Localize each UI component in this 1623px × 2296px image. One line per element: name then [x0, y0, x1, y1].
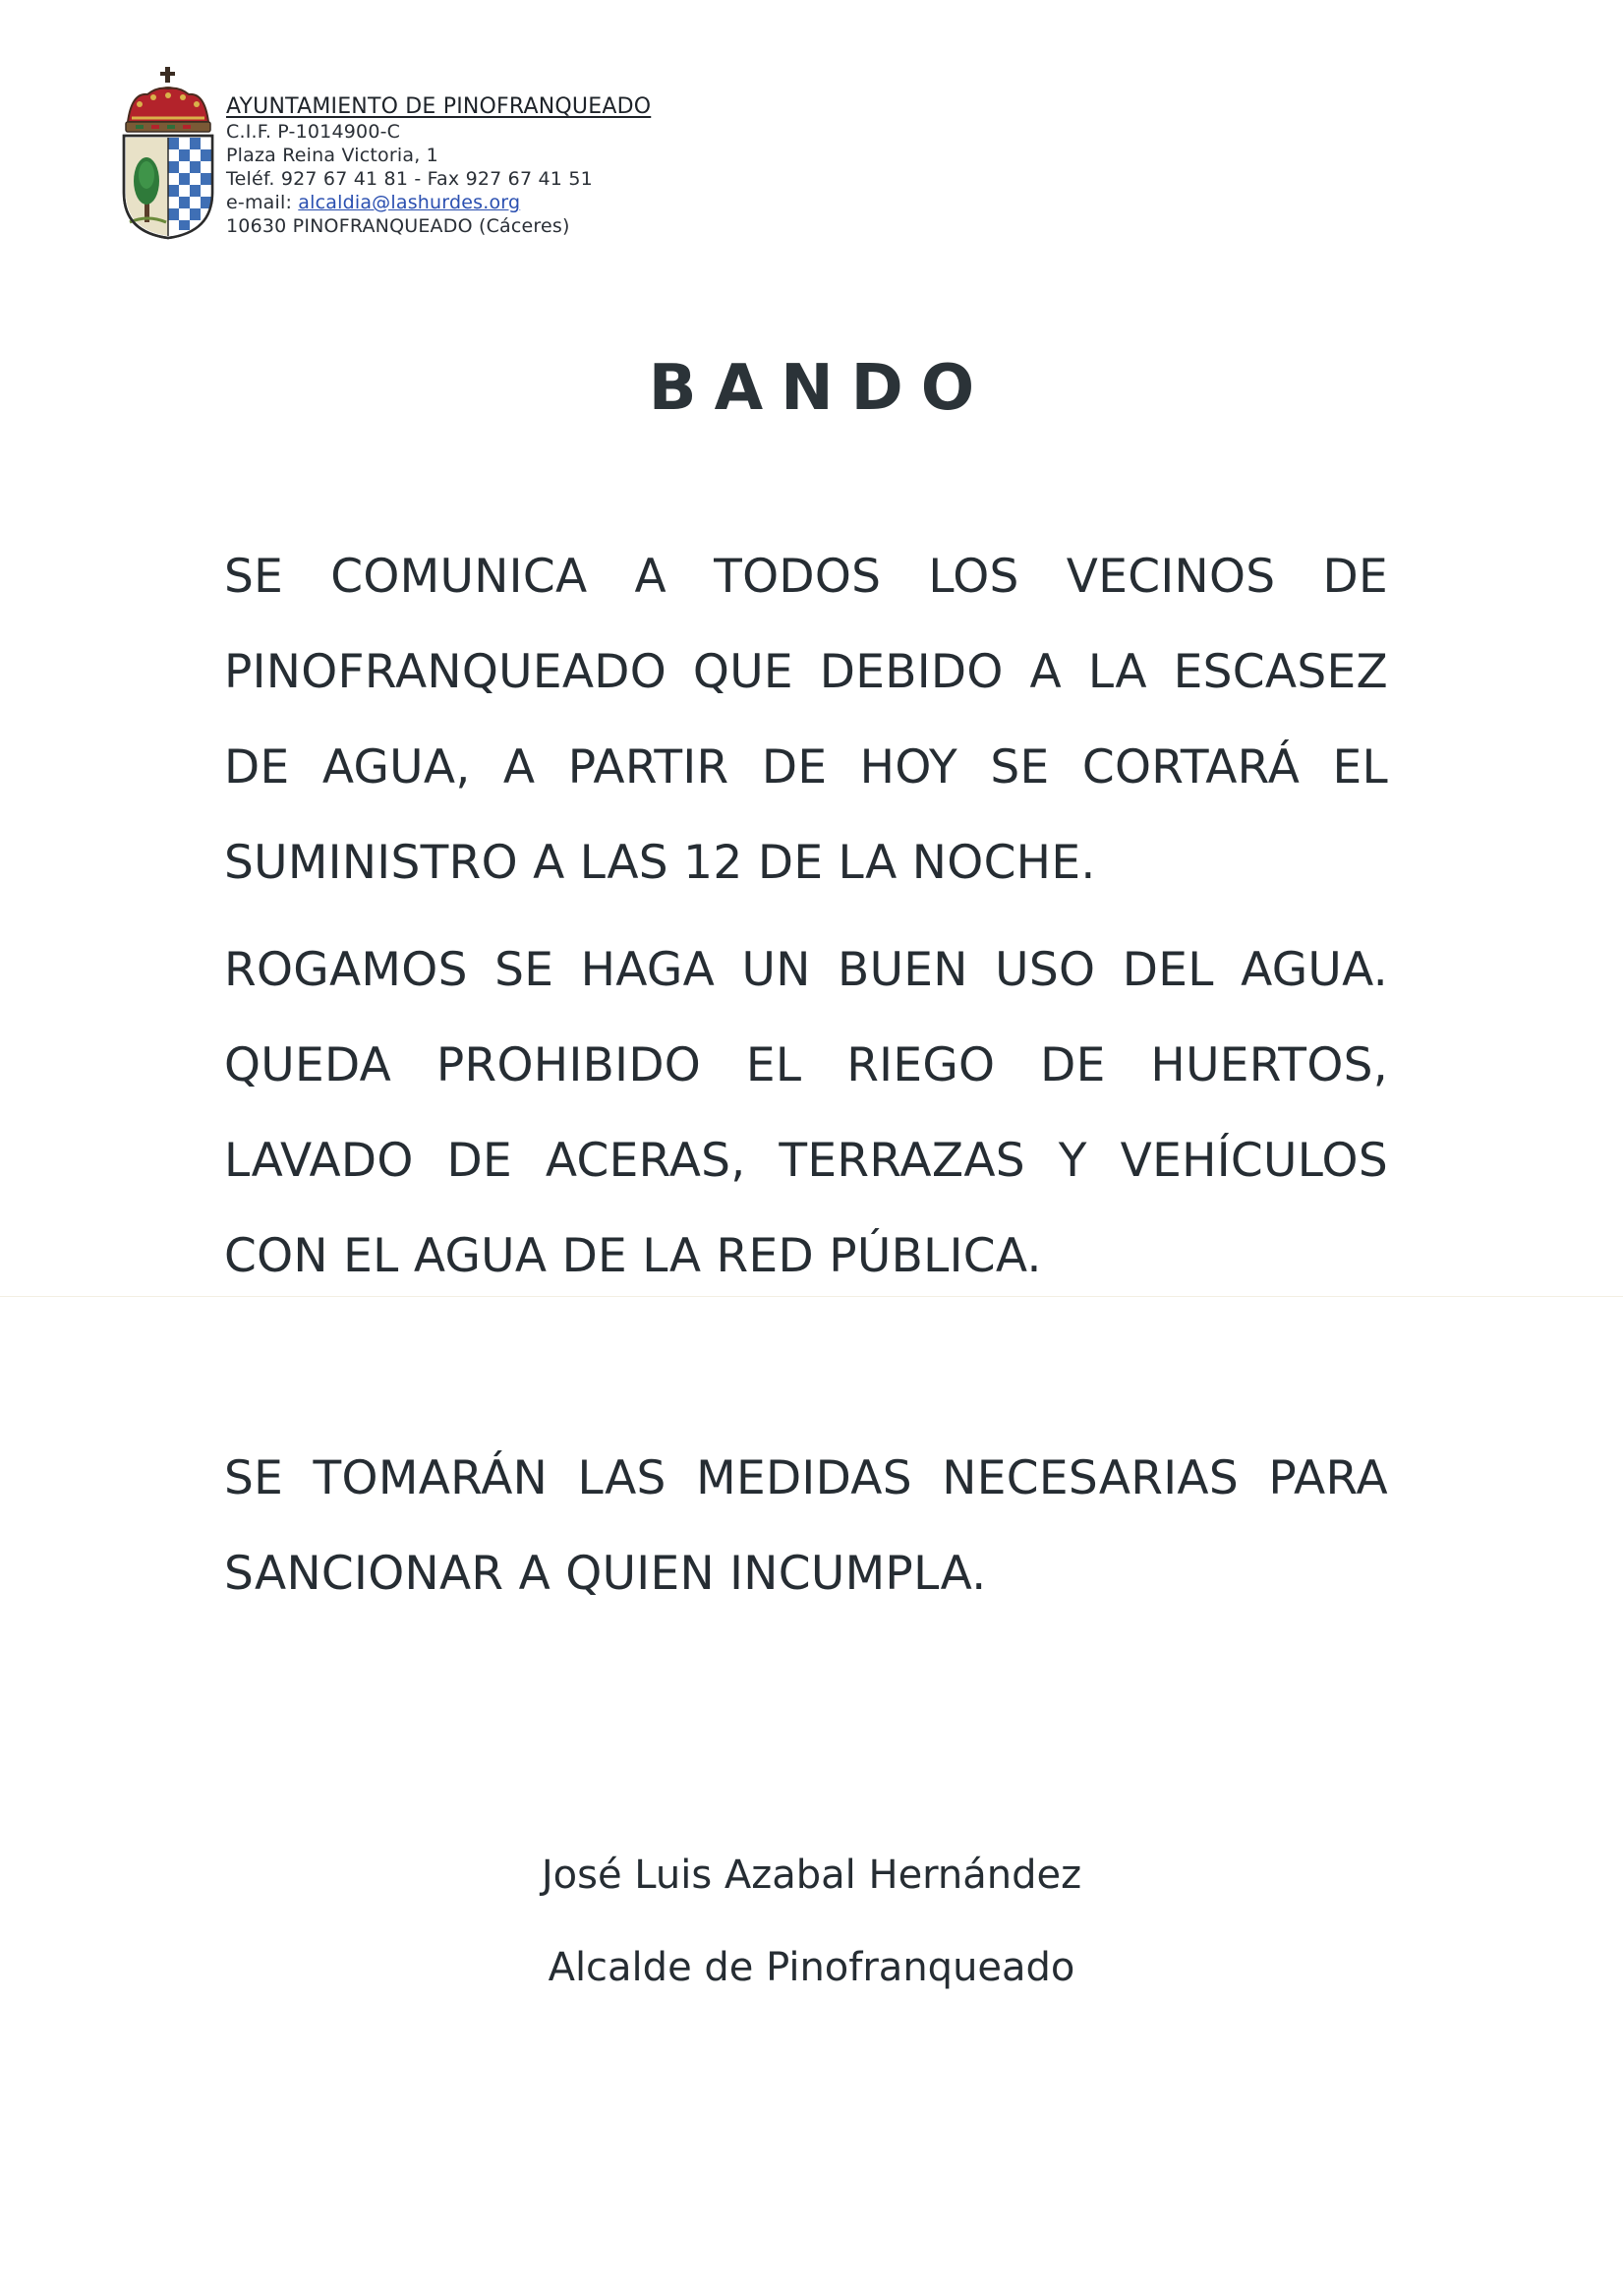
- text-line: PINOFRANQUEADO QUE DEBIDO A LA ESCASEZ: [224, 645, 1388, 699]
- paragraph-announcement: [224, 529, 1388, 911]
- paragraph-sanctions: [224, 1431, 1388, 1621]
- text-line: LAVADO DE ACERAS, TERRAZAS Y VEHÍCULOS: [224, 1134, 1388, 1188]
- signatory-name: José Luis Azabal Hernández: [541, 1853, 1082, 1898]
- phone-fax: Teléf. 927 67 41 81 - Fax 927 67 41 51: [226, 168, 593, 190]
- text-line: SE COMUNICA A TODOS LOS VECINOS DE: [224, 550, 1388, 604]
- email-link[interactable]: alcaldia@lashurdes.org: [298, 192, 521, 213]
- text-line: QUEDA PROHIBIDO EL RIEGO DE HUERTOS,: [224, 1038, 1388, 1092]
- coat-of-arms-icon: [118, 65, 218, 242]
- letterhead: [118, 65, 826, 252]
- text-line: CON EL AGUA DE LA RED PÚBLICA.: [224, 1229, 1042, 1283]
- scan-fold-line: [0, 1296, 1623, 1297]
- email-label: e-mail:: [226, 192, 299, 213]
- text-line: SE TOMARÁN LAS MEDIDAS NECESARIAS PARA: [224, 1451, 1388, 1505]
- organization-name: AYUNTAMIENTO DE PINOFRANQUEADO: [226, 94, 652, 119]
- letterhead-text: [226, 94, 651, 238]
- street-address: Plaza Reina Victoria, 1: [226, 145, 438, 166]
- email-line: [226, 191, 651, 214]
- text-line: ROGAMOS SE HAGA UN BUEN USO DEL AGUA.: [224, 943, 1388, 997]
- signature-block: [0, 1829, 1623, 2014]
- text-line: SANCIONAR A QUIEN INCUMPLA.: [224, 1547, 987, 1601]
- tax-id: C.I.F. P-1014900-C: [226, 121, 401, 143]
- signatory-role: Alcalde de Pinofranqueado: [548, 1945, 1075, 1990]
- paragraph-restrictions: [224, 922, 1388, 1304]
- text-line: SUMINISTRO A LAS 12 DE LA NOCHE.: [224, 836, 1096, 890]
- postal-city: 10630 PINOFRANQUEADO (Cáceres): [226, 215, 570, 237]
- document-title: BANDO: [648, 352, 993, 425]
- text-line: DE AGUA, A PARTIR DE HOY SE CORTARÁ EL: [224, 740, 1388, 795]
